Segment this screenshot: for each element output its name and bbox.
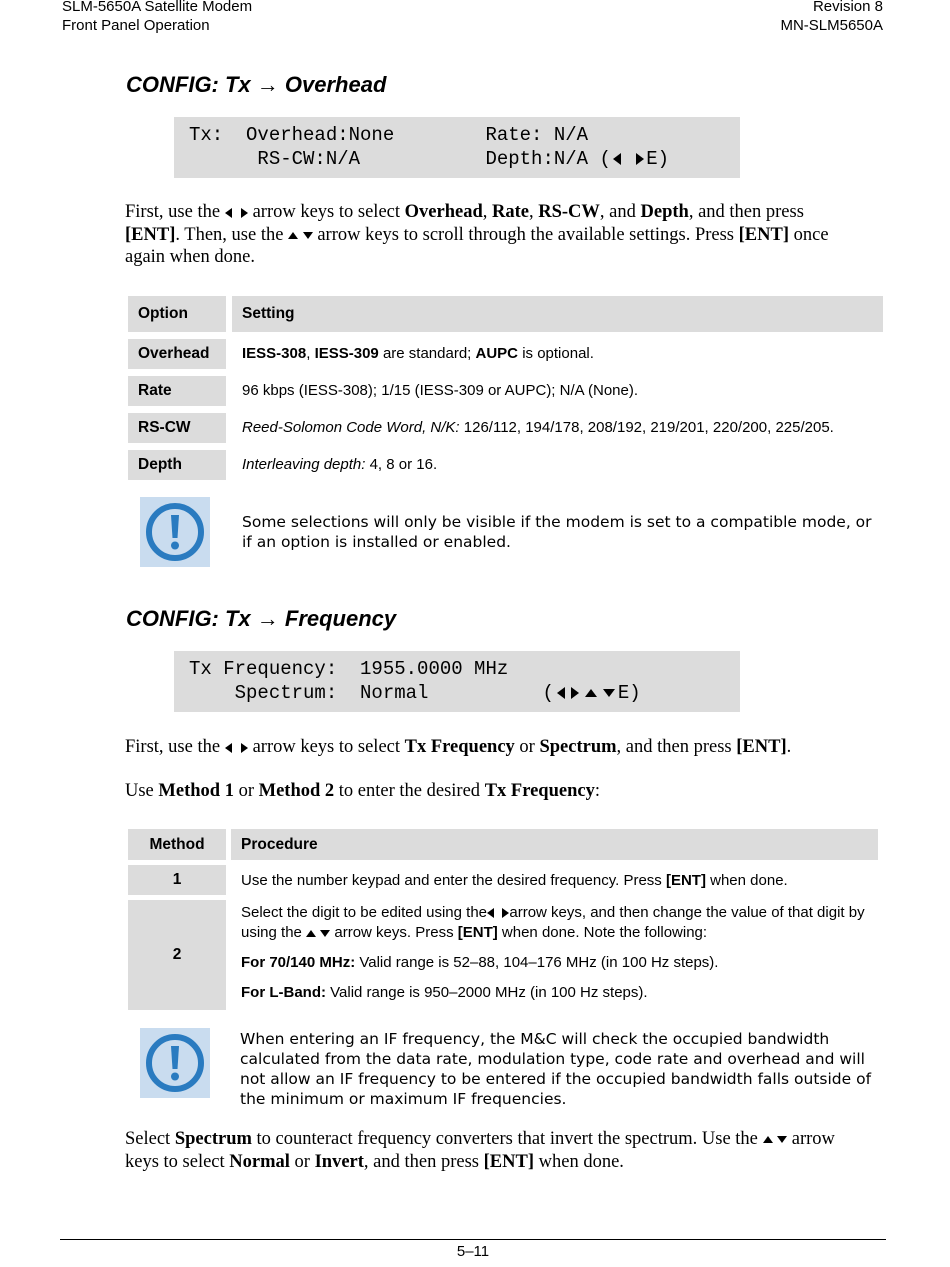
right-arrow-icon [636, 153, 644, 165]
spectrum-instructions: Select Spectrum to counteract frequency converters that invert the spectrum. Use the arrow keys to select Normal or Invert, and then press [ENT] when done. [125, 1129, 835, 1172]
page-number: 5–11 [456, 1243, 490, 1260]
table-row-procedure: Select the digit to be edited using the arrow keys, and then change the value of that digit by using the arrow keys. Press [ENT] when done. Note the following: For 70/140 MHz: Valid range is 52–88, 104–176 MHz (in 100 Hz steps). For L-Band: Valid range is 950–2000 MHz (in 100 Hz steps). [241, 904, 865, 1001]
up-arrow-icon [306, 930, 316, 937]
table-row-setting: Reed-Solomon Code Word, N/K: 126/112, 194/178, 208/192, 219/201, 220/200, 225/205. [242, 419, 834, 436]
table-row-setting: IESS-308, IESS-309 are standard; AUPC is optional. [242, 345, 594, 362]
table-header-setting: Setting [232, 296, 883, 332]
doc-title: SLM-5650A Satellite Modem [62, 0, 253, 15]
frequency-select-instructions: First, use the arrow keys to select Tx Frequency or Spectrum, and then press [ENT]. [125, 737, 792, 757]
lcd-line-1: Tx: Overhead:None Rate: N/A [189, 124, 589, 146]
table-header-option: Option [128, 296, 226, 332]
table-row-procedure: Use the number keypad and enter the desired frequency. Press [ENT] when done. [241, 872, 788, 889]
right-arrow-icon [241, 208, 248, 218]
method-instructions: Use Method 1 or Method 2 to enter the desired Tx Frequency: [125, 781, 600, 801]
up-arrow-icon [585, 689, 597, 697]
table-row-setting: 96 kbps (IESS-308); 1/15 (IESS-309 or AUPC); N/A (None). [242, 382, 639, 399]
table-header-method: Method [128, 829, 226, 860]
down-arrow-icon [303, 232, 313, 239]
left-arrow-icon [487, 908, 494, 918]
header-left [62, 0, 252, 35]
exclamation-circle-icon [140, 1028, 210, 1098]
table-row-option: Rate [128, 376, 226, 406]
left-arrow-icon [225, 743, 232, 753]
lcd-display-overhead [174, 117, 740, 178]
note-text: Some selections will only be visible if the modem is set to a compatible mode, or if an option is installed or enabled. [242, 513, 872, 551]
right-arrow-icon [571, 687, 579, 699]
up-arrow-icon [763, 1136, 773, 1143]
doc-number: MN-SLM5650A [780, 17, 883, 34]
left-arrow-icon [613, 153, 621, 165]
left-arrow-icon [225, 208, 232, 218]
table-row-option: Overhead [128, 339, 226, 369]
lcd-line-2: Spectrum: Normal ( E) [189, 682, 641, 704]
note-text: When entering an IF frequency, the M&C will check the occupied bandwidth calculated from the data rate, modulation type, code rate and overhead and will not allow an IF frequency to be entered if the occupied bandwidth falls outside of the minimum or maximum IF frequencies. [240, 1030, 872, 1108]
doc-revision: Revision 8 [812, 0, 883, 15]
table-row-method: 2 [128, 900, 226, 1010]
overhead-instructions: First, use the arrow keys to select Overhead, Rate, RS-CW, and Depth, and then press [ENT]. Then, use the arrow keys to scroll through the available settings. Press [ENT] once again when done. [125, 202, 829, 267]
table-row-method: 1 [128, 865, 226, 895]
section-title-overhead: CONFIG: Tx → Overhead [126, 72, 387, 97]
up-arrow-icon [288, 232, 298, 239]
lcd-line-1: Tx Frequency: 1955.0000 MHz [189, 658, 509, 680]
table-row-option: Depth [128, 450, 226, 480]
down-arrow-icon [603, 689, 615, 697]
section-title-frequency: CONFIG: Tx → Frequency [126, 606, 397, 631]
table-row-setting: Interleaving depth: 4, 8 or 16. [242, 456, 438, 473]
header-right [780, 0, 883, 35]
down-arrow-icon [777, 1136, 787, 1143]
table-row-option: RS-CW [128, 413, 226, 443]
lcd-line-2: RS-CW:N/A Depth:N/A ( E) [189, 148, 670, 170]
table-header-procedure: Procedure [231, 829, 878, 860]
down-arrow-icon [320, 930, 330, 937]
exclamation-circle-icon [140, 497, 210, 567]
right-arrow-icon [241, 743, 248, 753]
lcd-display-frequency [174, 651, 740, 712]
doc-section: Front Panel Operation [62, 17, 210, 34]
left-arrow-icon [557, 687, 565, 699]
footer-rule [60, 1239, 886, 1240]
